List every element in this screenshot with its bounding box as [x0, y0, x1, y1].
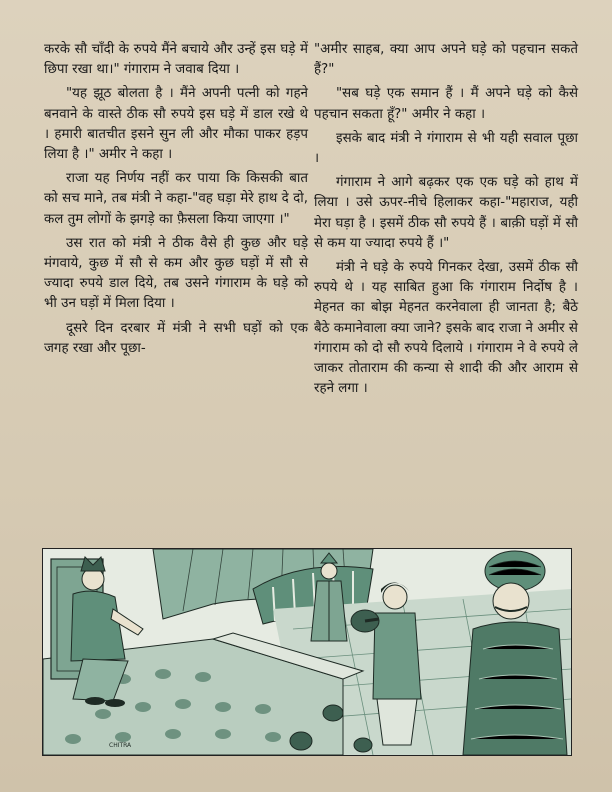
paragraph: राजा यह निर्णय नहीं कर पाया कि किसकी बात को सच माने, तब मंत्री ने कहा-"वह घड़ा मेरे हाथ दे दो, कल तुम लोगों के झगड़े का फ़ैसला किया जाएगा ।" [44, 171, 308, 227]
paragraph: मंत्री ने घड़े के रुपये गिनकर देखा, उसमें ठीक सौ रुपये थे । यह साबित हुआ कि गंगाराम निर्दोष है । मेहनत का बोझ मेहनत करनेवाला ही जानता है; बैठे बैठे कमानेवाला क्या जाने? इसके बाद राजा ने अमीर से गंगाराम को दो सौ रुपये दिलाये । गंगाराम ने वे रुपये ले जाकर तोताराम की कन्या से शादी की और आराम से रहने लगा । [314, 260, 578, 397]
paragraph: "सब घड़े एक समान हैं । मैं अपने घड़े को कैसे पहचान सकता हूँ?" अमीर ने कहा । [314, 86, 578, 122]
paragraph: दूसरे दिन दरबार में मंत्री ने सभी घड़ों को एक जगह रखा और पूछा- [44, 320, 308, 356]
paragraph: "यह झूठ बोलता है । मैंने अपनी पत्नी को गहने बनवाने के वास्ते ठीक सौ रुपये इस घड़े में डाल रखे थे । हमारी बातचीत इसने सुन ली और मौका पाकर हड़प लिया है ।" अमीर ने कहा । [44, 86, 308, 163]
paragraph: इसके बाद मंत्री ने गंगाराम से भी यही सवाल पूछा । [314, 130, 578, 167]
paragraph: गंगाराम ने आगे बढ़कर एक एक घड़े को हाथ में लिया । उसे ऊपर-नीचे हिलाकर कहा-"महाराज, यही मेरा घड़ा है । इसमें ठीक सौ रुपये हैं । बाक़ी घड़ों में सौ से कम या ज्यादा रुपये हैं ।" [314, 175, 578, 251]
right-text-column [314, 40, 578, 403]
paragraph: "अमीर साहब, क्या आप अपने घड़े को पहचान सकते हैं?" [314, 42, 578, 78]
illustration-svg [43, 549, 571, 755]
paragraph: उस रात को मंत्री ने ठीक वैसे ही कुछ और घड़े मंगवाये, कुछ में सौ से कम और कुछ घड़ों में सौ से ज्यादा रुपये डाल दिये, तब उसने गंगाराम के घड़े को भी उन घड़ों में मिला दिया । [44, 235, 308, 312]
paragraph: करके सौ चाँदी के रुपये मैंने बचाये और उन्हें इस घड़े में छिपा रखा था।" गंगाराम ने जवाब दिया । [44, 42, 308, 78]
artist-signature: CHITRA [109, 742, 132, 749]
left-text-column [44, 40, 308, 363]
court-scene-illustration [42, 548, 572, 756]
